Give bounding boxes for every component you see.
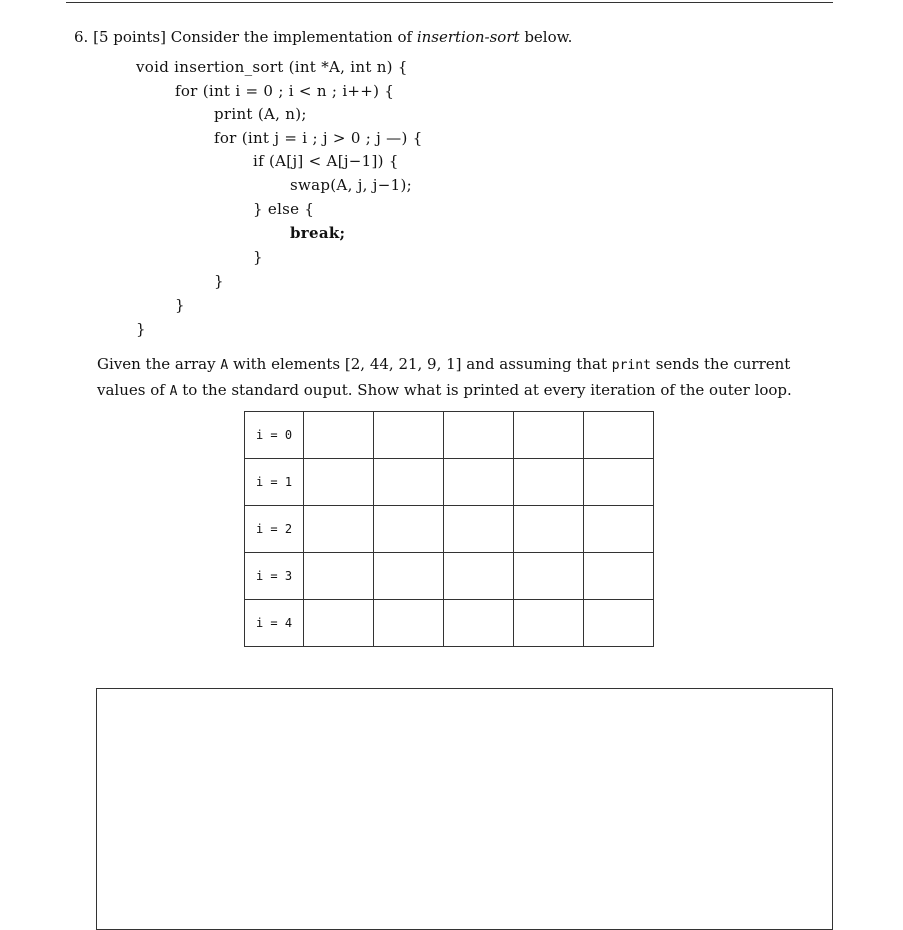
- answer-box[interactable]: [96, 688, 833, 930]
- answer-cell[interactable]: [304, 412, 374, 459]
- answer-cell[interactable]: [514, 412, 584, 459]
- code-line-7: } else {: [253, 200, 315, 218]
- answer-cell[interactable]: [584, 412, 654, 459]
- answer-cell[interactable]: [444, 459, 514, 506]
- code-line-5: if (A[j] < A[j−1]) {: [253, 152, 399, 170]
- function-name: insertion-sort: [416, 28, 520, 46]
- code-line-6: swap(A, j, j−1);: [290, 176, 412, 194]
- question-text-after: below.: [524, 28, 573, 46]
- question-points: [5 points]: [93, 28, 166, 46]
- description-part-4: to the standard ouput. Show what is printed at every iteration of the outer loop.: [182, 381, 792, 399]
- code-line-2: for (int i = 0 ; i < n ; i++) {: [175, 82, 395, 100]
- answer-cell[interactable]: [514, 553, 584, 600]
- table-row: [245, 600, 654, 647]
- answer-cell[interactable]: [374, 553, 444, 600]
- code-line-1: void insertion_sort (int *A, int n) {: [136, 58, 408, 76]
- row-label: i = 3: [245, 553, 304, 600]
- answer-cell[interactable]: [374, 412, 444, 459]
- array-var-2: A: [169, 384, 178, 399]
- answer-cell[interactable]: [514, 506, 584, 553]
- question-text-before: Consider the implementation of: [170, 28, 413, 46]
- code-line-8: break;: [290, 224, 346, 242]
- answer-cell[interactable]: [304, 553, 374, 600]
- code-line-10: }: [214, 272, 224, 290]
- answer-cell[interactable]: [584, 459, 654, 506]
- code-line-3: print (A, n);: [214, 105, 307, 123]
- answer-cell[interactable]: [584, 600, 654, 647]
- row-label: i = 2: [245, 506, 304, 553]
- answer-cell[interactable]: [374, 600, 444, 647]
- top-rule: [66, 2, 833, 3]
- answer-cell[interactable]: [304, 506, 374, 553]
- question-heading: [74, 28, 572, 46]
- answer-table: [244, 411, 654, 647]
- answer-cell[interactable]: [514, 459, 584, 506]
- answer-cell[interactable]: [444, 553, 514, 600]
- table-row: [245, 459, 654, 506]
- answer-cell[interactable]: [444, 506, 514, 553]
- table-row: [245, 506, 654, 553]
- description-part-1: Given the array: [97, 355, 216, 373]
- code-line-12: }: [136, 320, 146, 338]
- answer-cell[interactable]: [304, 600, 374, 647]
- table-row: [245, 412, 654, 459]
- question-number: 6.: [74, 28, 89, 46]
- description-part-2: with elements [2, 44, 21, 9, 1] and assuming that: [232, 355, 607, 373]
- answer-cell[interactable]: [444, 412, 514, 459]
- table-row: [245, 553, 654, 600]
- answer-cell[interactable]: [514, 600, 584, 647]
- code-line-4: for (int j = i ; j > 0 ; j —) {: [214, 129, 423, 147]
- description-part-3: sends the current values of: [97, 355, 791, 399]
- answer-cell[interactable]: [374, 506, 444, 553]
- answer-cell[interactable]: [444, 600, 514, 647]
- code-line-9: }: [253, 248, 263, 266]
- answer-cell[interactable]: [374, 459, 444, 506]
- row-label: i = 4: [245, 600, 304, 647]
- row-label: i = 0: [245, 412, 304, 459]
- answer-cell[interactable]: [584, 553, 654, 600]
- code-line-11: }: [175, 296, 185, 314]
- description-paragraph: [97, 352, 837, 404]
- array-var: A: [220, 358, 229, 373]
- answer-cell[interactable]: [304, 459, 374, 506]
- print-keyword: print: [611, 358, 651, 373]
- row-label: i = 1: [245, 459, 304, 506]
- answer-cell[interactable]: [584, 506, 654, 553]
